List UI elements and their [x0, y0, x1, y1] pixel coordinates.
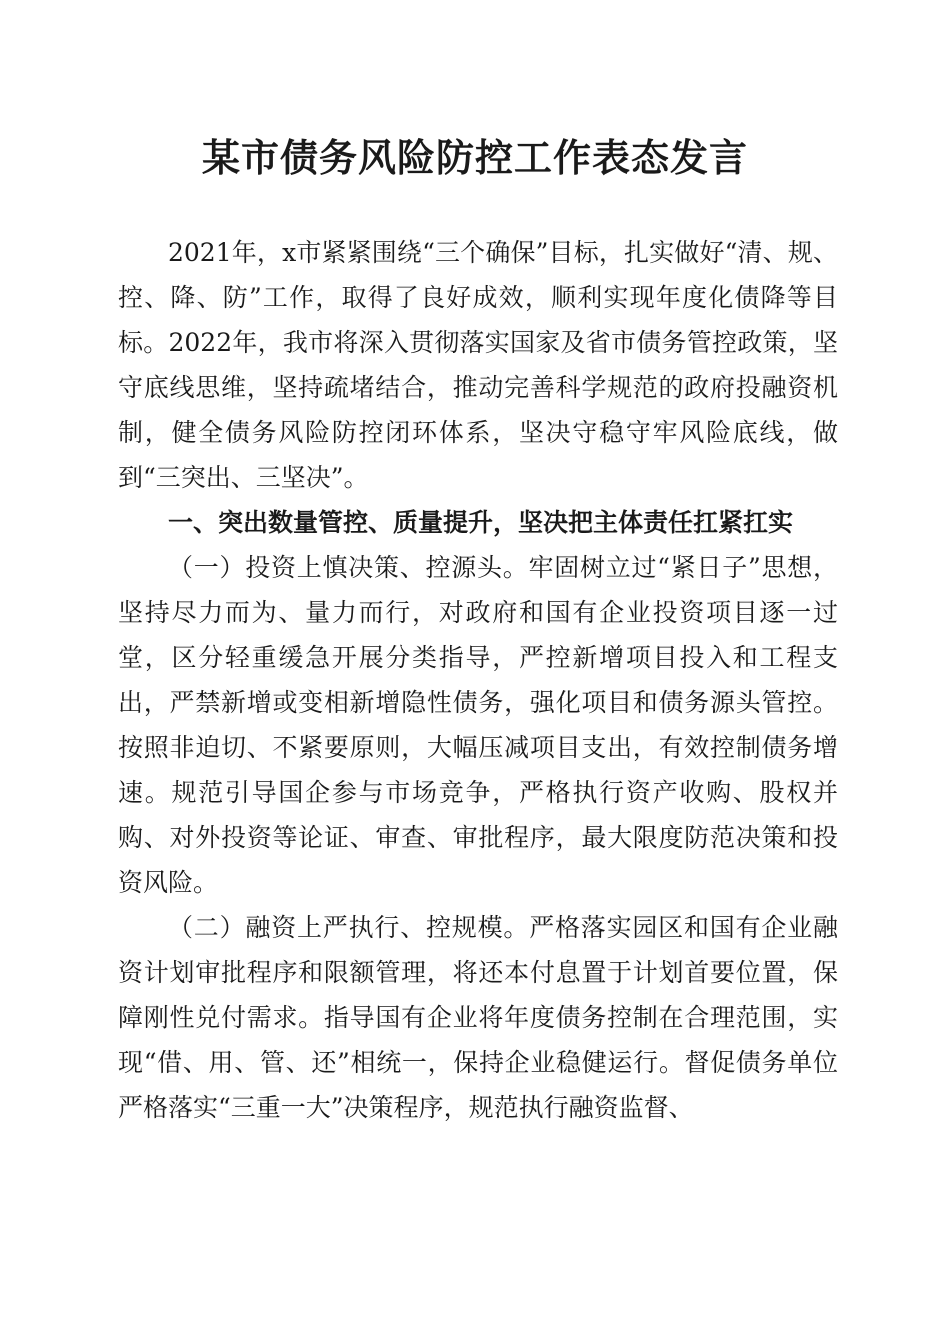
paragraph-text: 严格落实园区和国有企业融资计划审批程序和限额管理，将还本付息置于计划首要位置，保障刚性兑付需求。指导国有企业将年度债务控制在合理范围，实现“借、用、管、还”相统一，保持企业稳健运行。督促债务单位严格落实“三重一大”决策程序，规范执行融资监督、	[118, 913, 838, 1122]
intro-paragraph: 2021年，x市紧紧围绕“三个确保”目标，扎实做好“清、规、控、降、防”工作，取得了良好成效，顺利实现年度化债降等目标。2022年，我市将深入贯彻落实国家及省市债务管控政策，坚守底线思维，坚持疏堵结合，推动完善科学规范的政府投融资机制，健全债务风险防控闭环体系，坚决守稳守牢风险底线，做到“三突出、三坚决”。	[118, 238, 838, 492]
paragraph-lead: （一）投资上慎决策、控源头。	[168, 553, 529, 582]
section-heading: 一、突出数量管控、质量提升，坚决把主体责任扛紧扛实	[168, 508, 794, 537]
paragraph-investment	[118, 545, 838, 905]
paragraph-text: 牢固树立过“紧日子”思想，坚持尽力而为、量力而行，对政府和国有企业投资项目逐一过堂，区分轻重缓急开展分类指导，严控新增项目投入和工程支出，严禁新增或变相新增隐性债务，强化项目和债务源头管控。按照非迫切、不紧要原则，大幅压减项目支出，有效控制债务增速。规范引导国企参与市场竞争，严格执行资产收购、股权并购、对外投资等论证、审查、审批程序，最大限度防范决策和投资风险。	[118, 553, 838, 897]
document-title: 某市债务风险防控工作表态发言	[201, 135, 748, 180]
document-body	[118, 230, 838, 1130]
paragraph-financing	[118, 905, 838, 1130]
paragraph-lead: （二）融资上严执行、控规模。	[168, 913, 530, 942]
